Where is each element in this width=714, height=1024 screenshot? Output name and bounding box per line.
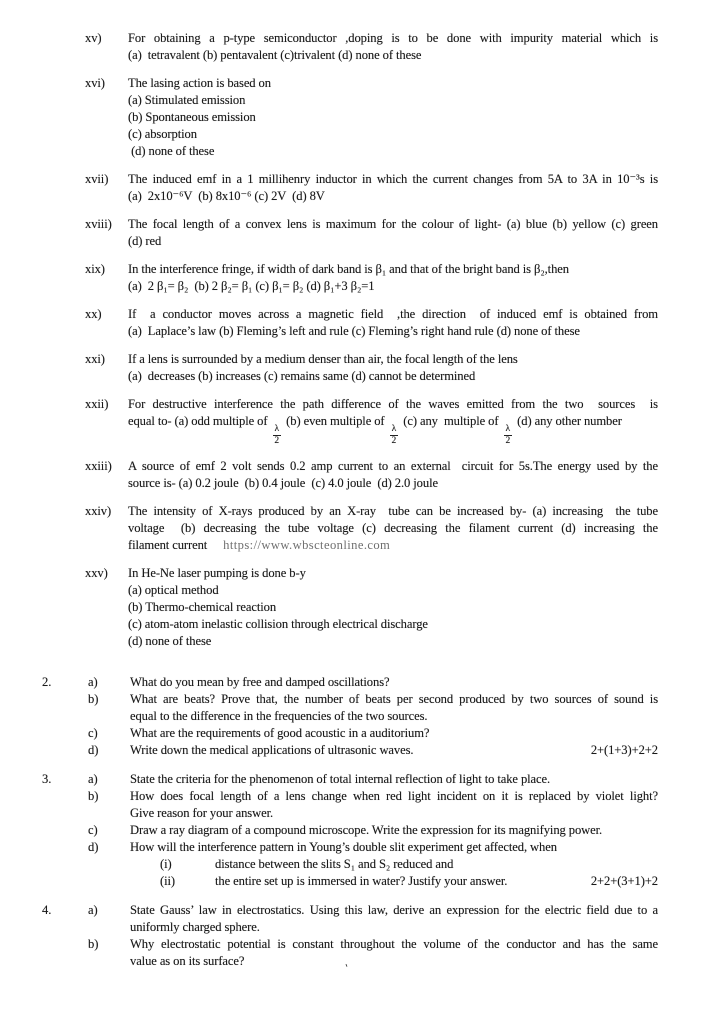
text-line [128, 188, 658, 205]
text-line [130, 771, 658, 788]
text-run: (b) Thermo-chemical reaction [128, 599, 277, 614]
sub-question-text [130, 839, 658, 856]
sub-question-label: a) [88, 674, 98, 689]
mcq-content [128, 503, 658, 554]
question-number: 3. [42, 771, 52, 786]
sub-item-wrap [88, 873, 658, 890]
text-line [128, 171, 658, 188]
sub-question-label: a) [88, 771, 98, 786]
sub-item-label: (i) [160, 856, 172, 871]
fraction-lambda-over-2 [273, 425, 282, 447]
spacer [88, 873, 130, 890]
sub-item-label: (ii) [160, 873, 175, 888]
sub-question-label: a) [88, 902, 98, 917]
fraction-denominator: 2 [391, 435, 397, 446]
text-run: (c) absorption [128, 127, 197, 141]
text-line [130, 742, 658, 759]
sub-question-text [130, 742, 658, 759]
text-run: uniformly charged sphere. [130, 919, 260, 934]
fraction-lambda-over-2 [504, 425, 513, 447]
sub-item [130, 856, 658, 873]
text-line [130, 953, 658, 970]
sub-item [130, 873, 658, 890]
text-line [130, 805, 658, 822]
text-line [130, 902, 658, 919]
mcq-item [85, 565, 658, 650]
sub-question-label: b) [88, 788, 99, 803]
text-line [215, 856, 658, 873]
text-line [128, 30, 658, 47]
text-line [128, 475, 658, 492]
text-run: (a) tetravalent (b) pentavalent (c)trivalent (d) none of these [128, 48, 422, 62]
mcq-item [85, 171, 658, 205]
text-run: (c) atom-atom inelastic collision through electrical discharge [128, 616, 428, 631]
mcq-number: xvi) [85, 76, 105, 90]
question-item [42, 771, 658, 890]
sub-question [88, 839, 658, 856]
text-line [130, 936, 658, 953]
text-run: equal to- (a) odd multiple of [128, 414, 271, 428]
text-run: filament current [128, 537, 208, 552]
text-line [128, 633, 658, 650]
text-run: (a) 2x10⁻⁶V (b) 8x10⁻⁶ (c) 2V (d) 8V [128, 189, 325, 203]
long-questions-section [42, 674, 658, 970]
question-body [88, 771, 658, 890]
mcq-content [128, 171, 658, 205]
text-run: How does focal length of a lens change when red light incident on it is replaced by violet light? [130, 788, 658, 803]
text-run: (c) any multiple of [400, 414, 502, 428]
text-run: Why electrostatic potential is constant throughout the volume of the conductor and has the same [130, 936, 658, 951]
mcq-item [85, 216, 658, 250]
mcq-content [128, 351, 658, 385]
text-line [130, 725, 658, 742]
text-run: (a) 2 β₁= β₂ (b) 2 β₂= β₁ (c) β₁= β₂ (d) β₁+3 β₂=1 [128, 279, 375, 293]
mcq-content [128, 261, 658, 295]
text-run: (a) decreases (b) increases (c) remains same (d) cannot be determined [128, 369, 476, 383]
text-run: (a) Stimulated emission [128, 93, 246, 107]
text-line [128, 351, 658, 368]
text-line [130, 708, 658, 725]
mcq-item [85, 351, 658, 385]
sub-question [88, 725, 658, 742]
sub-question [88, 691, 658, 725]
question-body [88, 674, 658, 759]
text-run: equal to the difference in the frequencies of the two sources. [130, 708, 428, 723]
text-run: (b) Spontaneous emission [128, 110, 256, 124]
text-run: How will the interference pattern in Young’s double slit experiment get affected, when [130, 839, 557, 854]
mcq-item [85, 30, 658, 64]
text-line [128, 616, 658, 633]
sub-question-text [130, 691, 658, 725]
text-line [128, 75, 658, 92]
mcq-number: xviii) [85, 217, 112, 231]
mcq-item [85, 396, 658, 447]
text-line [128, 47, 658, 64]
mcq-number: xxiv) [85, 503, 112, 518]
text-line [128, 458, 658, 475]
text-run: A source of emf 2 volt sends 0.2 amp current to an external circuit for 5s.The energy used by the [128, 458, 658, 473]
text-run: value as on its surface? [130, 953, 245, 968]
spacer [88, 856, 130, 873]
text-run: source is- (a) 0.2 joule (b) 0.4 joule (c) 4.0 joule (d) 2.0 joule [128, 475, 438, 490]
sub-item-text [215, 856, 658, 873]
question-number: 4. [42, 902, 52, 917]
sub-question-label: b) [88, 691, 99, 706]
sub-question-text [130, 936, 658, 970]
text-run: Write down the medical applications of ultrasonic waves. [130, 742, 414, 757]
text-line [128, 216, 658, 233]
text-line [128, 413, 658, 447]
sub-question-text [130, 902, 658, 936]
mcq-content [128, 565, 658, 650]
mcq-number: xxv) [85, 565, 108, 580]
sub-question-text [130, 771, 658, 788]
marks-value: 2+2+(3+1)+2 [590, 873, 658, 888]
sub-item-text [215, 873, 658, 890]
text-run: What do you mean by free and damped oscillations? [130, 674, 390, 689]
text-line [128, 109, 658, 126]
text-run: (d) red [128, 234, 162, 248]
mcq-content [128, 458, 658, 492]
fraction-lambda-over-2 [390, 425, 399, 447]
sub-question [88, 822, 658, 839]
text-line [128, 261, 658, 278]
question-item [42, 674, 658, 759]
mcq-item [85, 458, 658, 492]
text-run: In the interference fringe, if width of dark band is β₁ and that of the bright band is β₂,then [128, 262, 569, 276]
fraction-denominator: 2 [505, 435, 511, 446]
text-run: the entire set up is immersed in water? Justify your answer. [215, 873, 508, 888]
text-line [128, 565, 658, 582]
text-run: For obtaining a p-type semiconductor ,doping is to be done with impurity material which is [128, 31, 658, 45]
mcq-number: xxi) [85, 352, 105, 366]
text-line [130, 839, 658, 856]
text-line [128, 520, 658, 537]
sub-question-label: c) [88, 725, 98, 740]
text-line [130, 822, 658, 839]
mcq-content [128, 30, 658, 64]
sub-question [88, 771, 658, 788]
mcq-item [85, 261, 658, 295]
sub-question-label: c) [88, 822, 98, 837]
text-run: For destructive interference the path difference of the waves emitted from the two sources is [128, 397, 658, 411]
text-run: Draw a ray diagram of a compound microscope. Write the expression for its magnifying power. [130, 822, 603, 837]
mcq-number: xxiii) [85, 458, 112, 473]
mcq-content [128, 75, 658, 160]
sub-question-text [130, 822, 658, 839]
text-line [128, 396, 658, 413]
text-run: (d) any other number [514, 414, 622, 428]
text-line [128, 599, 658, 616]
text-line [128, 503, 658, 520]
sub-question-text [130, 788, 658, 822]
sub-question [88, 936, 658, 970]
text-line [130, 919, 658, 936]
text-line [128, 306, 658, 323]
text-run: The intensity of X-rays produced by an X-ray tube can be increased by- (a) increasing the tube [128, 503, 658, 518]
text-line [128, 582, 658, 599]
text-run: The lasing action is based on [128, 76, 271, 90]
text-line [130, 691, 658, 708]
text-run: What are beats? Prove that, the number of beats per second produced by two sources of sound is [130, 691, 658, 706]
mcq-item [85, 306, 658, 340]
text-run: In He-Ne laser pumping is done b-y [128, 565, 306, 580]
text-run: What are the requirements of good acoustic in a auditorium? [130, 725, 430, 740]
mcq-number: xv) [85, 31, 102, 45]
question-item [42, 902, 658, 970]
text-run: If a conductor moves across a magnetic field ,the direction of induced emf is obtained from [128, 307, 658, 321]
marks-value: 2+(1+3)+2+2 [590, 742, 658, 757]
text-line [215, 873, 658, 890]
fraction-numerator: λ [504, 425, 513, 436]
fraction-numerator: λ [273, 425, 282, 436]
text-line [128, 278, 658, 295]
text-line [128, 368, 658, 385]
text-line [128, 143, 658, 160]
text-line [128, 537, 658, 554]
text-run: (a) Laplace’s law (b) Fleming’s left and rule (c) Fleming’s right hand rule (d) none of these [128, 324, 580, 338]
mcq-content [128, 306, 658, 340]
text-run: voltage (b) decreasing the tube voltage (c) decreasing the filament current (d) increasing the [128, 520, 658, 535]
sub-question-text [130, 725, 658, 742]
mcq-number: xxii) [85, 397, 109, 411]
text-run: (b) even multiple of [283, 414, 388, 428]
mcq-number: xix) [85, 262, 105, 276]
text-line [130, 674, 658, 691]
sub-question [88, 742, 658, 759]
mcq-number: xvii) [85, 172, 109, 186]
text-run: (d) none of these [128, 144, 215, 158]
text-run: State Gauss’ law in electrostatics. Using this law, derive an expression for the electric field due to a [130, 902, 658, 917]
sub-question-label: d) [88, 742, 99, 757]
text-line [128, 126, 658, 143]
fraction-numerator: λ [390, 425, 399, 436]
mcq-item [85, 75, 658, 160]
text-run: State the criteria for the phenomenon of total internal reflection of light to take place. [130, 771, 551, 786]
mcq-number: xx) [85, 307, 102, 321]
scan-artifact: ‵ [342, 961, 349, 977]
text-line [130, 788, 658, 805]
mcq-item [85, 503, 658, 554]
text-run: distance between the slits S₁ and S₂ reduced and [215, 856, 454, 871]
sub-question [88, 788, 658, 822]
mcq-content [128, 396, 658, 447]
sub-question-label: d) [88, 839, 99, 854]
sub-question-label: b) [88, 936, 99, 951]
mcq-content [128, 216, 658, 250]
sub-item-wrap [88, 856, 658, 873]
text-run: If a lens is surrounded by a medium denser than air, the focal length of the lens [128, 352, 518, 366]
fraction-denominator: 2 [274, 435, 280, 446]
text-run: (d) none of these [128, 633, 212, 648]
text-run: (a) optical method [128, 582, 219, 597]
sub-question [88, 674, 658, 691]
text-run: The induced emf in a 1 millihenry inductor in which the current changes from 5A to 3A in 10⁻³s is [128, 172, 658, 186]
watermark-url: https://www.wbscteonline.com [223, 537, 391, 552]
sub-question [88, 902, 658, 936]
question-body [88, 902, 658, 970]
sub-question-text [130, 674, 658, 691]
question-number: 2. [42, 674, 52, 689]
mcq-section [42, 30, 658, 650]
text-run: Give reason for your answer. [130, 805, 274, 820]
text-line [128, 323, 658, 340]
text-run: The focal length of a convex lens is maximum for the colour of light- (a) blue (b) yellow (c) green [128, 217, 658, 231]
text-line [128, 233, 658, 250]
text-line [128, 92, 658, 109]
